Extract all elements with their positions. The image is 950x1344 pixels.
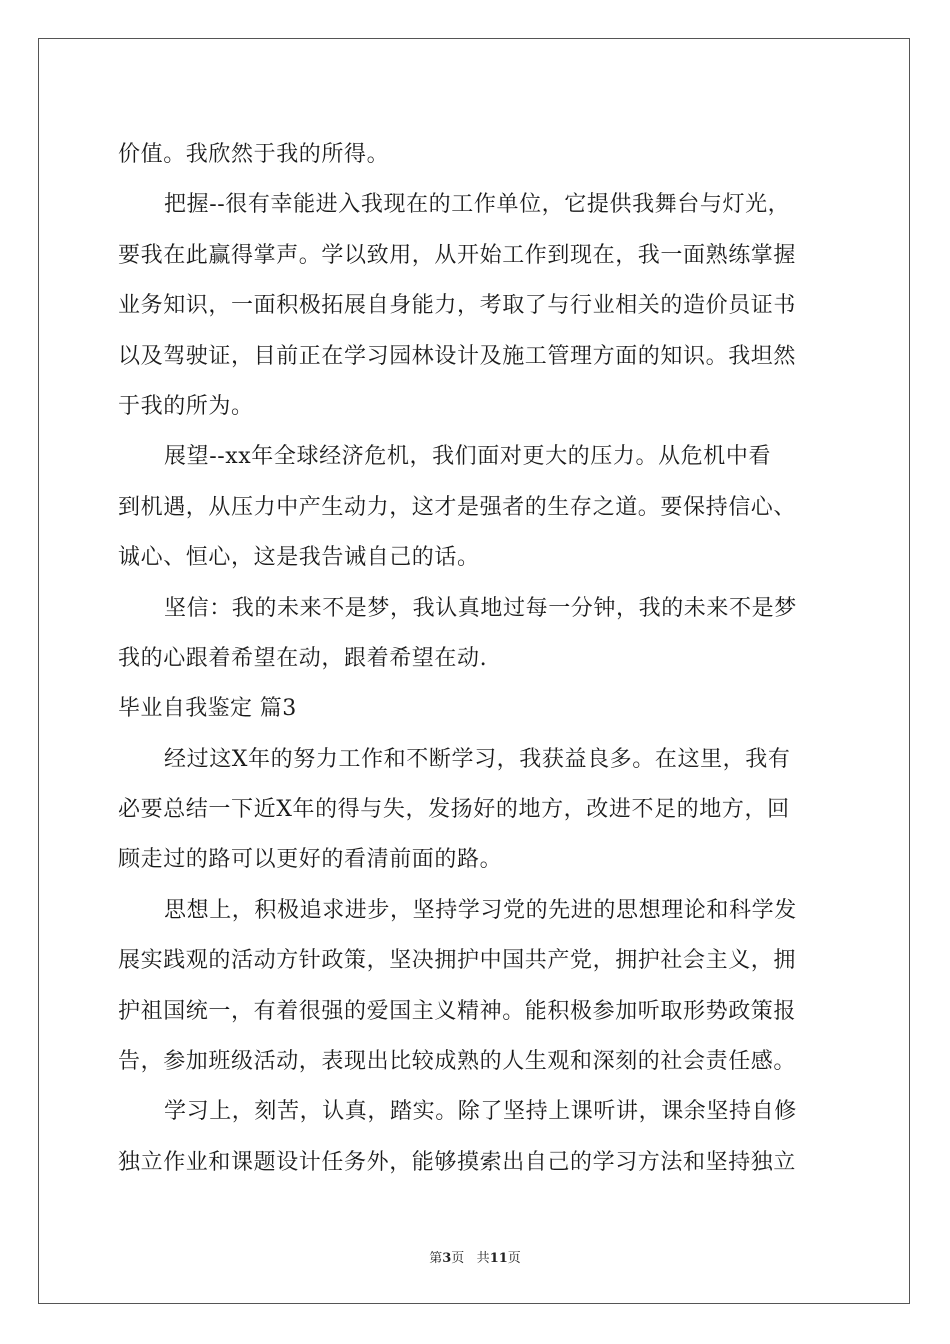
footer-total-unit: 页 [507,1251,521,1266]
document-body [118,130,838,1188]
total-pages-number: 11 [489,1251,508,1266]
text-line: 诚心、恒心，这是我告诫自己的话。 [118,545,480,571]
text-line: 我的心跟着希望在动，跟着希望在动. [118,645,488,671]
text-line: 到机遇，从压力中产生动力，这才是强者的生存之道。要保持信心、 [118,494,797,520]
text-line: 业务知识，一面积极拓展自身能力，考取了与行业相关的造价员证书 [118,293,797,319]
text-line: 以及驾驶证，目前正在学习园林设计及施工管理方面的知识。我坦然 [118,343,797,369]
text-line: 护祖国统一，有着很强的爱国主义精神。能积极参加听取形势政策报 [118,998,797,1024]
text-line: 顾走过的路可以更好的看清前面的路。 [118,847,503,873]
footer-page-unit: 页 [451,1251,465,1266]
current-page-number: 3 [442,1251,452,1266]
text-line: 展实践观的活动方针政策，坚决拥护中国共产党，拥护社会主义，拥 [118,948,797,974]
text-line: 必要总结一下近X年的得与失，发扬好的地方，改进不足的地方，回 [118,797,790,823]
text-line: 独立作业和课题设计任务外，能够摸索出自己的学习方法和坚持独立 [118,1149,797,1175]
text-line: 价值。我欣然于我的所得。 [118,142,390,167]
paragraph-start: 把握--很有幸能进入我现在的工作单位，它提供我舞台与灯光， [164,192,791,218]
paragraph-start: 学习上，刻苦，认真，踏实。除了坚持上课听讲，课余坚持自修 [164,1099,797,1125]
paragraph-start: 坚信：我的未来不是梦，我认真地过每一分钟，我的未来不是梦 [164,595,797,621]
page-footer [0,1247,950,1266]
section-heading: 毕业自我鉴定 篇3 [118,696,297,722]
paragraph-start: 思想上，积极追求进步，坚持学习党的先进的思想理论和科学发 [164,897,797,923]
footer-total-prefix: 共 [476,1251,490,1266]
text-line: 要我在此赢得掌声。学以致用，从开始工作到现在，我一面熟练掌握 [118,242,797,268]
paragraph-start: 经过这X年的努力工作和不断学习，我获益良多。在这里，我有 [164,746,791,772]
paragraph-start: 展望--xx年全球经济危机，我们面对更大的压力。从危机中看 [164,444,772,470]
text-line: 告，参加班级活动，表现出比较成熟的人生观和深刻的社会责任感。 [118,1049,797,1075]
footer-prefix: 第 [429,1251,443,1266]
text-line: 于我的所为。 [118,393,254,419]
